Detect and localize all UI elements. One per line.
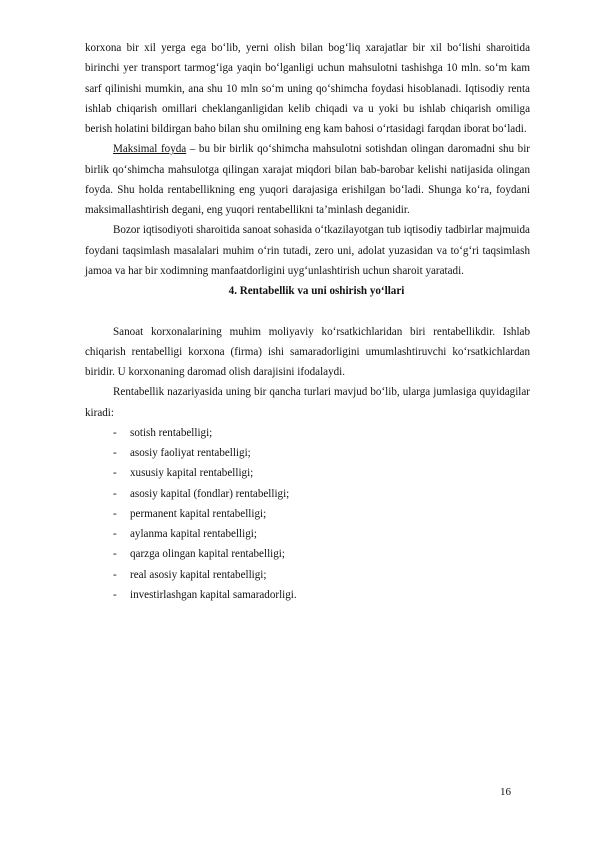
dash-marker: - [113, 426, 117, 439]
list-item: - qarzga olingan kapital rentabelligi; [85, 544, 530, 564]
rentabellik-list [85, 423, 530, 605]
list-item: - sotish rentabelligi; [85, 423, 530, 443]
blank-line [85, 301, 530, 321]
section-heading: 4. Rentabellik va uni oshirish yo‘llari [228, 285, 405, 297]
list-item: - real asosiy kapital rentabelligi; [85, 565, 530, 585]
dash-marker: - [113, 548, 117, 561]
paragraph-3: Bozor iqtisodiyoti sharoitida sanoat sohasida o‘tkazilayotgan tub iqtisodiy tadbirlar majmuida foydani taqsimlash masalalari muhim o‘rin tutadi, zero uni, adolat yuzasidan va to‘g‘ri taqsimlash jamoa va har bir xodimning manfaatdorligini uyg‘unlashtirish uchun sharoit yaratadi. [85, 224, 530, 277]
paragraph-2 [85, 139, 530, 220]
list-item: - aylanma kapital rentabelligi; [85, 524, 530, 544]
list-item: - asosiy kapital (fondlar) rentabelligi; [85, 484, 530, 504]
paragraph-1: korxona bir xil yerga ega bo‘lib, yerni olish bilan bog‘liq xarajatlar bir xil bo‘lishi sharoitida birinchi yer transport tarmog‘iga yaqin bo‘lganligi uchun mahsulotni tashishga 10 mln. so‘m kam sarf qilinishi mumkin, ana shu 10 mln so‘m uning qo‘shimcha foydasi hisoblanadi. Iqtisodiy renta ishlab chiqarish omillari cheklanganligidan kelib chiqadi va u yoki bu ishlab chiqarish omiliga berish holatini bildirgan baho bilan shu omilning eng kam bahosi o‘rtasidagi farqdan iborat bo‘ladi. [85, 42, 530, 135]
paragraph-2-text: – bu bir birlik qo‘shimcha mahsulotni sotishdan olingan daromadni shu bir birlik qo‘shimcha mahsulotga qilingan xarajat miqdori bilan bab-barobar kelishi natijasida olingan foyda. Shu holda rentabellikning eng yuqori darajasiga erishilgan bo‘ladi. Shunga ko‘ra, foydani maksimallashtirish degani, eng yuqori rentabellikni ta’minlash deganidir. [85, 143, 531, 216]
dash-marker: - [113, 447, 117, 459]
list-item: - xususiy kapital rentabelligi; [85, 463, 530, 483]
dash-marker: - [113, 487, 117, 500]
dash-marker: - [113, 507, 117, 520]
dash-marker: - [113, 568, 117, 581]
list-item: - asosiy faoliyat rentabelligi; [85, 443, 530, 463]
paragraph-5: Rentabellik nazariyasida uning bir qancha turlari mavjud bo‘lib, ularga jumlasiga quyidagilar kiradi: [85, 386, 530, 419]
dash-marker: - [113, 588, 117, 601]
page-number: 16 [500, 786, 511, 798]
list-item: - permanent kapital rentabelligi; [85, 504, 530, 524]
document-page [85, 38, 530, 605]
paragraph-4: Sanoat korxonalarining muhim moliyaviy ko‘rsatkichlaridan biri rentabellikdir. Ishlab chiqarish rentabelligi korxona (firma) ishi samaradorligini umumlashtiruvchi ko‘rsatkichlardan biridir. U korxonaning daromad olish darajisini ifodalaydi. [85, 325, 530, 378]
dash-marker: - [113, 467, 117, 480]
dash-marker: - [113, 528, 117, 540]
term-maksimal-foyda: Maksimal foyda [113, 143, 187, 156]
list-item: - investirlashgan kapital samaradorligi. [85, 585, 530, 605]
